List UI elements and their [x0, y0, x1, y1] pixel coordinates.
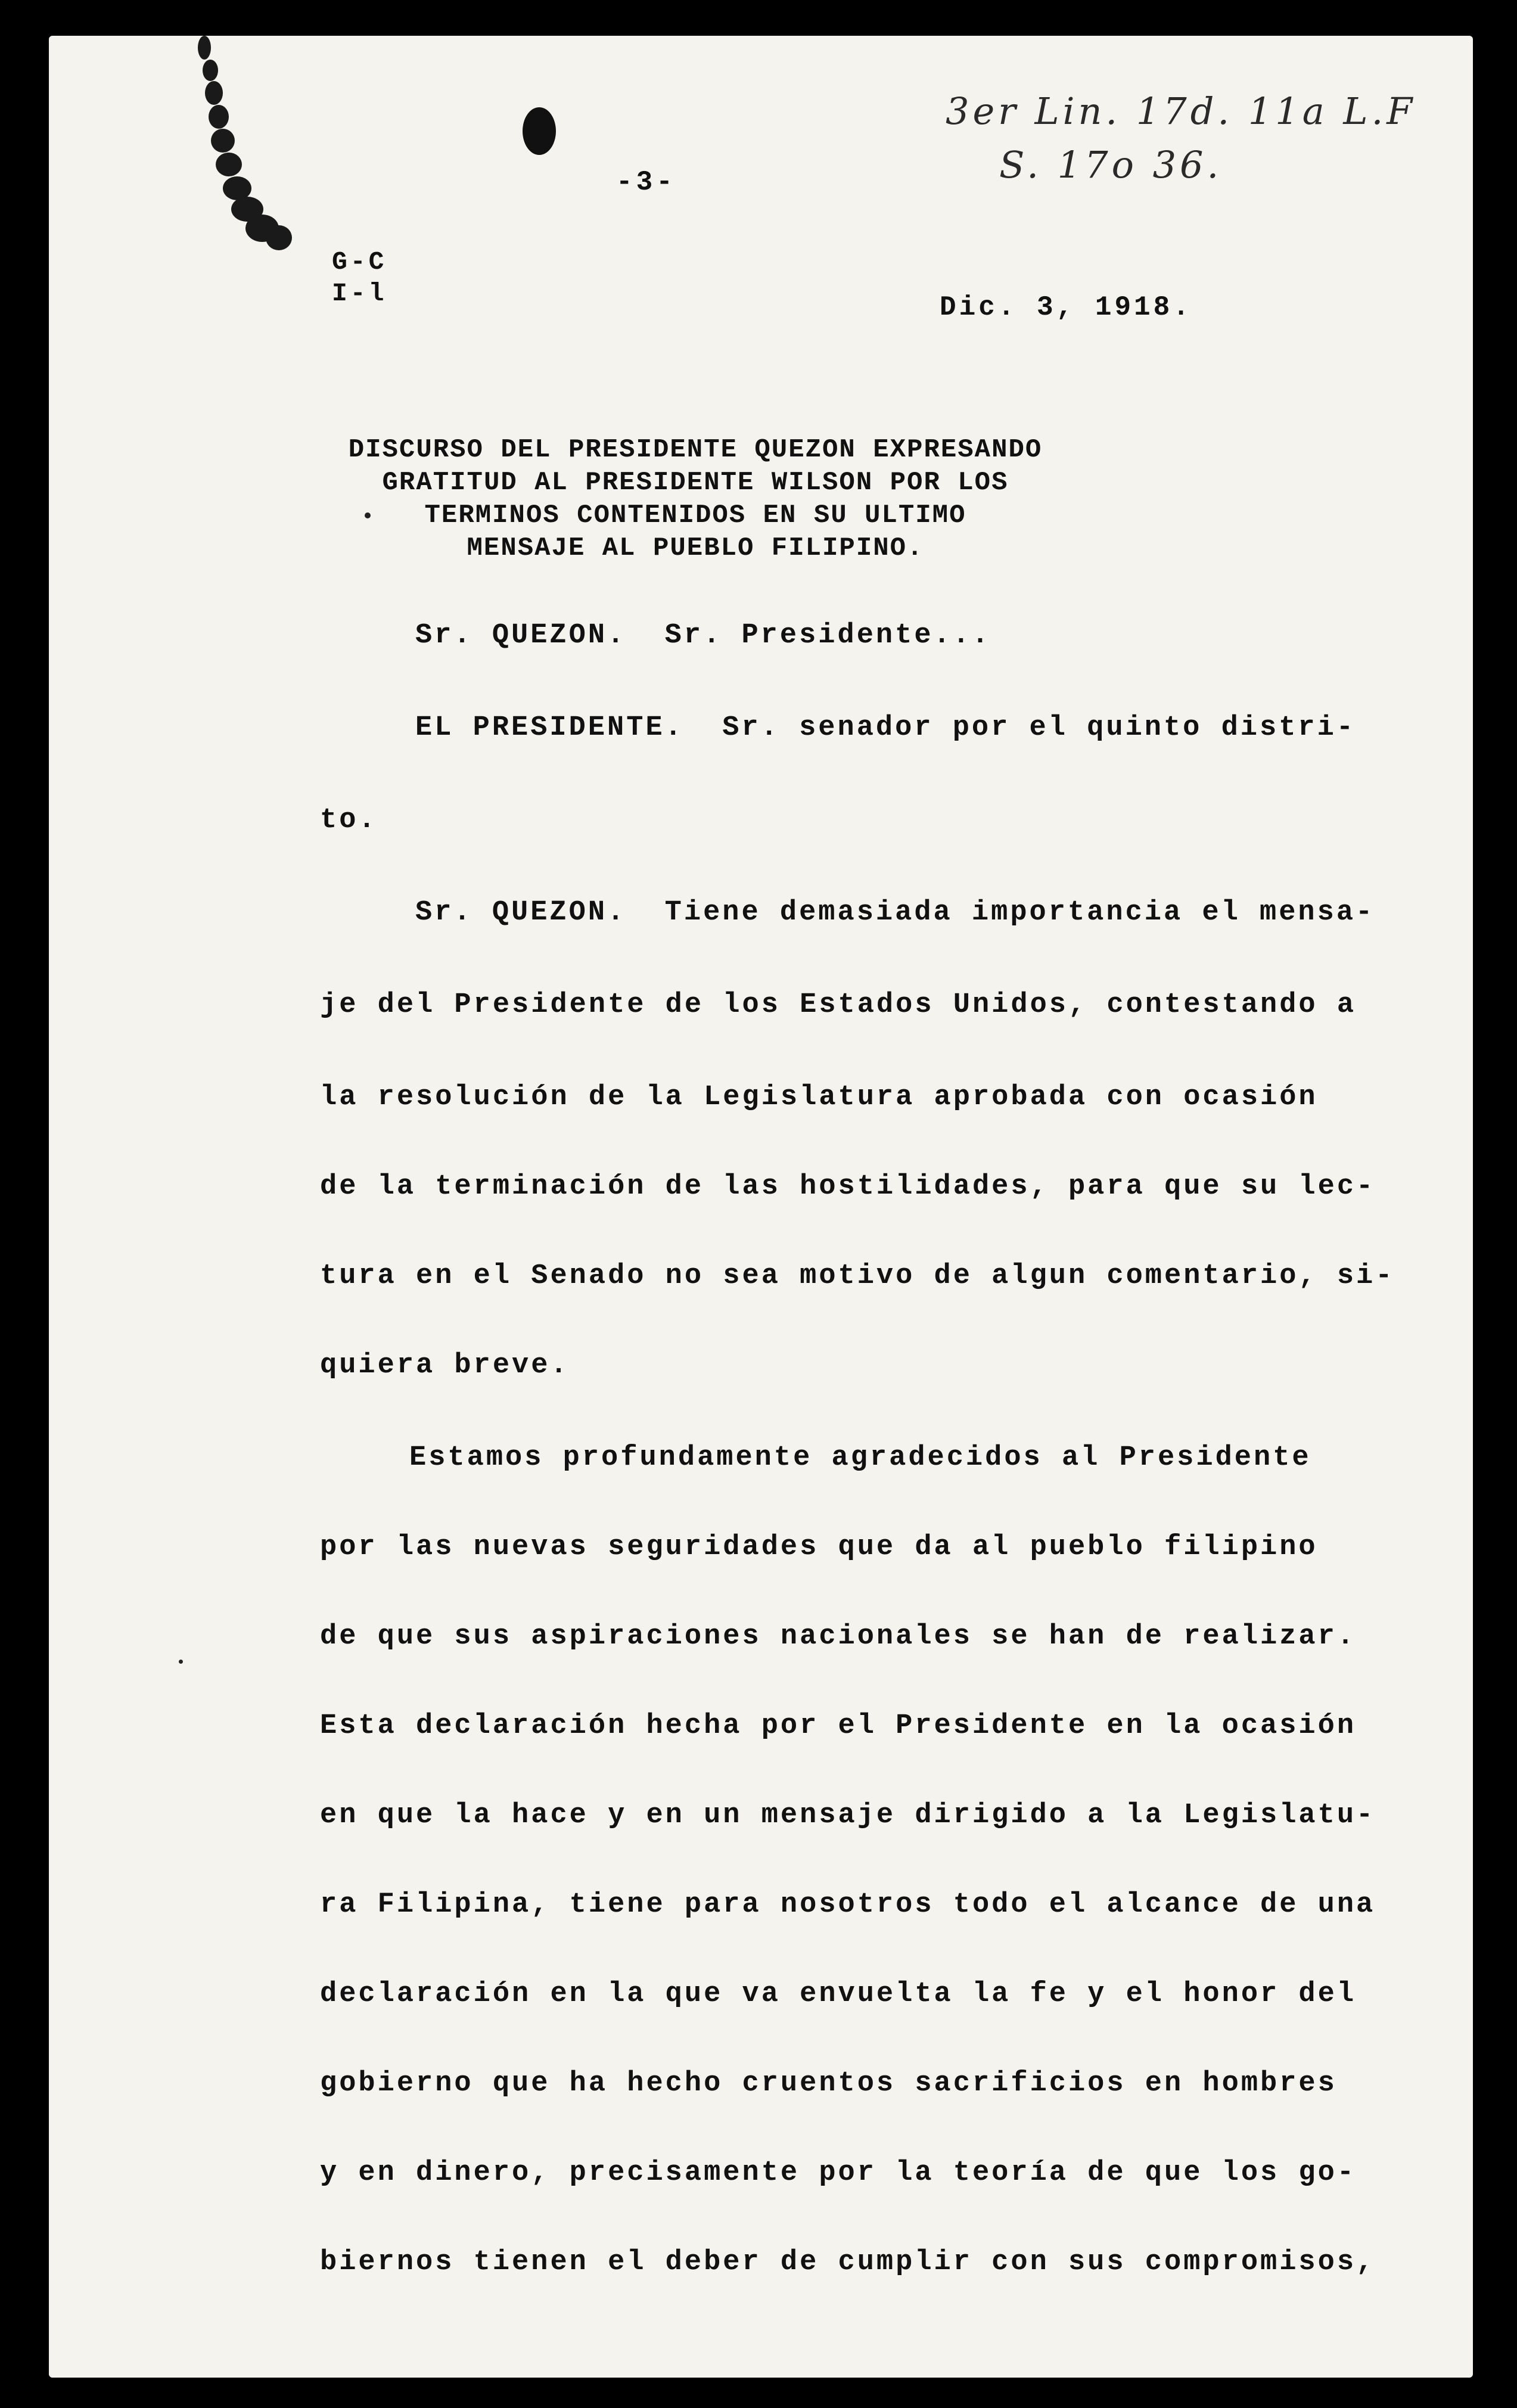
body-line: la resolución de la Legislatura aprobada con ocasión	[320, 1082, 1318, 1113]
document-date: Dic. 3, 1918.	[940, 292, 1192, 323]
body-line: de que sus aspiraciones nacionales se han de realizar.	[320, 1621, 1357, 1652]
body-line: tura en el Senado no sea motivo de algun comentario, si-	[320, 1260, 1395, 1292]
title-line: GRATITUD AL PRESIDENTE WILSON POR LOS	[382, 468, 1009, 498]
body-line: Esta declaración hecha por el Presidente en la ocasión	[320, 1710, 1357, 1742]
title-line: TERMINOS CONTENIDOS EN SU ULTIMO	[424, 501, 966, 530]
body-line: gobierno que ha hecho cruentos sacrificios en hombres	[320, 2068, 1337, 2099]
body-line: Estamos profundamente agradecidos al Presidente	[409, 1442, 1311, 1474]
body-line: je del Presidente de los Estados Unidos, contestando a	[320, 989, 1357, 1021]
document-code: G-C	[332, 247, 387, 276]
page-number: -3-	[616, 167, 676, 198]
ink-speck	[179, 1660, 183, 1664]
body-line: en que la hace y en un mensaje dirigido a la Legislatu-	[320, 1800, 1376, 1831]
document-code: I-l	[332, 279, 387, 308]
handwritten-annotation: S. 17o 36.	[999, 143, 1223, 187]
title-line: DISCURSO DEL PRESIDENTE QUEZON EXPRESANDO	[348, 435, 1043, 465]
body-line: biernos tienen el deber de cumplir con sus compromisos,	[320, 2247, 1376, 2278]
body-line: Sr. QUEZON. Tiene demasiada importancia el mensa-	[415, 897, 1375, 928]
body-line: to.	[320, 804, 378, 836]
body-line: declaración en la que va envuelta la fe y el honor del	[320, 1978, 1357, 2010]
punch-hole	[523, 107, 556, 155]
body-line: por las nuevas seguridades que da al pueblo filipino	[320, 1531, 1318, 1563]
title-line: MENSAJE AL PUEBLO FILIPINO.	[467, 533, 924, 563]
body-line: quiera breve.	[320, 1350, 570, 1381]
body-line: EL PRESIDENTE. Sr. senador por el quinto distri-	[415, 712, 1356, 744]
body-line: Sr. QUEZON. Sr. Presidente...	[415, 620, 991, 651]
body-line: de la terminación de las hostilidades, para que su lec-	[320, 1171, 1376, 1203]
handwritten-annotation: 3er Lin. 17d. 11a L.F	[946, 89, 1416, 133]
body-line: ra Filipina, tiene para nosotros todo el alcance de una	[320, 1889, 1376, 1921]
body-line: y en dinero, precisamente por la teoría de que los go-	[320, 2157, 1357, 2189]
document-page	[49, 36, 1473, 2378]
